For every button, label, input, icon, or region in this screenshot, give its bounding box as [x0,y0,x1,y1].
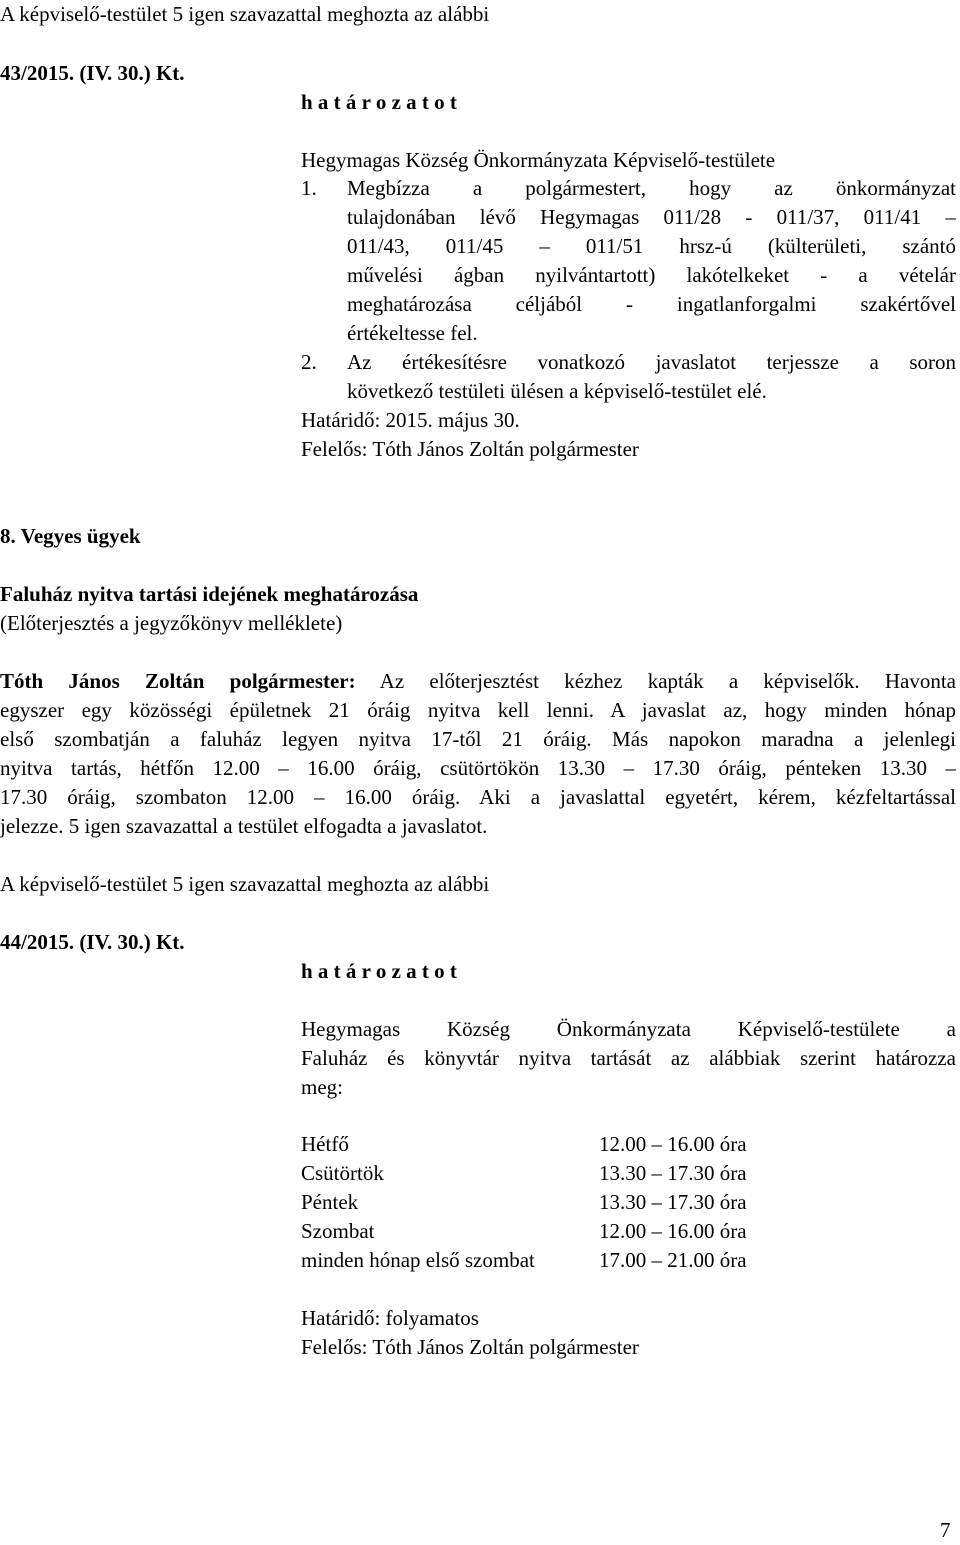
agenda-topic: Faluház nyitva tartási idejének meghatározása [0,582,419,606]
body-line: Faluház és könyvtár nyitva tartását az alábbiak szerint határozza [301,1046,956,1070]
hours-time: 12.00 – 16.00 óra [599,1132,747,1156]
agenda-heading: 8. Vegyes ügyek [0,524,141,548]
hours-time: 17.00 – 21.00 óra [599,1248,747,1272]
resolution-word: h a t á r o z a t o t [301,959,457,983]
item-number: 2. [301,350,317,374]
speech-line: első szombatján a faluház legyen nyitva 17-től 21 óráig. Más napokon maradna a jelenlegi [0,727,956,751]
item-line: következő testületi ülésen a képviselő-testület elé. [347,379,767,403]
hours-row [301,1217,781,1246]
item-line: Megbízza a polgármestert, hogy az önkormányzat [347,176,956,200]
item-line: 011/43, 011/45 – 011/51 hrsz-ú (külterületi, szántó [347,234,956,258]
item-number: 1. [301,176,317,200]
page-number: 7 [940,1518,951,1542]
item-line: művelési ágban nyilvántartott) lakótelkeket - a vételár [347,263,956,287]
hours-row [301,1130,781,1159]
speaker-name: Tóth János Zoltán polgármester: [0,669,356,693]
speech-line: 17.30 óráig, szombaton 12.00 – 16.00 óráig. Aki a javaslattal egyetért, kérem, kézfeltartással [0,785,956,809]
hours-day: Szombat [301,1219,375,1243]
hours-day: Csütörtök [301,1161,384,1185]
hours-row [301,1159,781,1188]
speech-line: nyitva tartás, hétfőn 12.00 – 16.00 óráig, csütörtökön 13.30 – 17.30 óráig, pénteken 13.30 – [0,756,956,780]
resolution-number: 44/2015. (IV. 30.) Kt. [0,930,185,954]
agenda-attachment: (Előterjesztés a jegyzőkönyv melléklete) [0,611,343,635]
hours-time: 12.00 – 16.00 óra [599,1219,747,1243]
speech-line [0,667,956,696]
vote-intro: A képviselő-testület 5 igen szavazattal meghozta az alábbi [0,872,490,896]
responsible: Felelős: Tóth János Zoltán polgármester [301,437,639,461]
body-line: meg: [301,1075,343,1099]
speech-line: egyszer egy közösségi épületnek 21 óráig nyitva kell lenni. A javaslat az, hogy minden hónap [0,698,956,722]
item-line: értékeltesse fel. [347,321,478,345]
item-line: meghatározása céljából - ingatlanforgalmi szakértővel [347,292,956,316]
item-line: Az értékesítésre vonatkozó javaslatot terjessze a soron [347,350,956,374]
body-name: Hegymagas Község Önkormányzata Képviselő-testülete [301,148,776,172]
deadline: Határidő: folyamatos [301,1306,479,1330]
speech-text: Az előterjesztést kézhez kapták a képviselők. Havonta [355,669,956,693]
vote-intro: A képviselő-testület 5 igen szavazattal meghozta az alábbi [0,2,490,26]
hours-row [301,1188,781,1217]
item-line: tulajdonában lévő Hegymagas 011/28 - 011/37, 011/41 – [347,205,956,229]
resolution-word: h a t á r o z a t o t [301,90,457,114]
speech-line: jelezze. 5 igen szavazattal a testület elfogadta a javaslatot. [0,814,488,838]
hours-time: 13.30 – 17.30 óra [599,1161,747,1185]
hours-day: minden hónap első szombat [301,1248,535,1272]
body-line: Hegymagas Község Önkormányzata Képviselő-testülete a [301,1017,956,1041]
hours-day: Hétfő [301,1132,349,1156]
hours-day: Péntek [301,1190,359,1214]
resolution-number: 43/2015. (IV. 30.) Kt. [0,61,185,85]
hours-row [301,1246,781,1275]
responsible: Felelős: Tóth János Zoltán polgármester [301,1335,639,1359]
hours-time: 13.30 – 17.30 óra [599,1190,747,1214]
deadline: Határidő: 2015. május 30. [301,408,520,432]
